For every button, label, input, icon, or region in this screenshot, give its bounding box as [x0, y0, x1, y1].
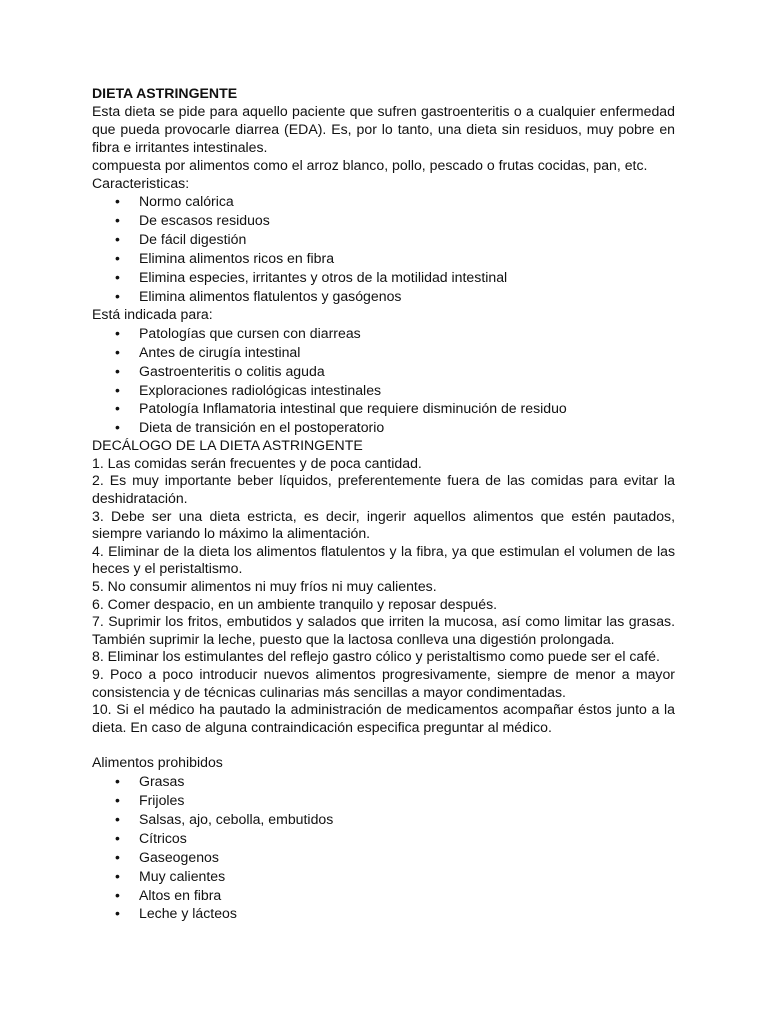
- list-item: • Antes de cirugía intestinal: [115, 343, 301, 360]
- decalogue-item: 9. Poco a poco introducir nuevos alimentos progresivamente, siempre de menor a mayor consistencia y de técnicas culinarias más sencillas a mayor condimentadas.: [92, 665, 675, 700]
- bullet-icon: •: [115, 829, 120, 846]
- decalogue-item: 7. Suprimir los fritos, embutidos y salados que irriten la mucosa, así como limitar las grasas. También suprimir la leche, puesto que la lactosa conlleva una digestión prolongada.: [92, 613, 675, 647]
- bullet-icon: •: [115, 343, 120, 360]
- bullet-icon: •: [115, 867, 120, 884]
- list-item: • Dieta de transición en el postoperatorio: [115, 419, 385, 436]
- list-item: • Grasas: [115, 773, 185, 790]
- bullet-icon: •: [115, 792, 120, 809]
- bullet-icon: •: [115, 848, 120, 865]
- list-item: • Elimina alimentos flatulentos y gasógenos: [115, 287, 402, 304]
- bullet-icon: •: [115, 193, 120, 210]
- list-item: • De escasos residuos: [115, 212, 270, 229]
- list-item: • Elimina alimentos ricos en fibra: [115, 250, 335, 267]
- list-item: • Gaseogenos: [115, 848, 219, 865]
- bullet-icon: •: [115, 810, 120, 827]
- decalogue-item: 6. Comer despacio, en un ambiente tranquilo y reposar después.: [92, 595, 498, 612]
- list-item: • Leche y lácteos: [115, 905, 237, 922]
- indications-list: [92, 324, 675, 437]
- list-item: • Patologías que cursen con diarreas: [115, 324, 361, 341]
- blank-line: [92, 736, 675, 754]
- list-item: • Frijoles: [115, 792, 185, 809]
- list-item: • Elimina especies, irritantes y otros de la motilidad intestinal: [115, 269, 508, 286]
- document-title: DIETA ASTRINGENTE: [92, 85, 238, 101]
- list-item: • Altos en fibra: [115, 886, 222, 903]
- bullet-icon: •: [115, 212, 120, 229]
- bullet-icon: •: [115, 400, 120, 417]
- bullet-icon: •: [115, 287, 120, 304]
- bullet-icon: •: [115, 324, 120, 341]
- list-item: • Patología Inflamatoria intestinal que requiere disminución de residuo: [115, 400, 567, 417]
- bullet-icon: •: [115, 905, 120, 922]
- list-item: • Normo calórica: [115, 193, 234, 210]
- decalogue-section: [92, 437, 675, 736]
- list-item: • Cítricos: [115, 829, 187, 846]
- list-item: • Exploraciones radiológicas intestinales: [115, 381, 382, 398]
- decalogue-item: 5. No consumir alimentos ni muy fríos ni muy calientes.: [92, 577, 437, 594]
- characteristics-heading: Caracteristicas:: [92, 174, 190, 191]
- prohibited-list: [92, 772, 675, 923]
- decalogue-item: 2. Es muy importante beber líquidos, preferentemente fuera de las comidas para evitar la deshidratación.: [92, 472, 675, 506]
- bullet-icon: •: [115, 886, 120, 903]
- decalogue-item: 8. Eliminar los estimulantes del reflejo gastro cólico y peristaltismo como puede ser el café.: [92, 648, 660, 665]
- bullet-icon: •: [115, 773, 120, 790]
- document-page: [92, 85, 675, 923]
- bullet-icon: •: [115, 250, 120, 267]
- bullet-icon: •: [115, 381, 120, 398]
- bullet-icon: •: [115, 269, 120, 286]
- prohibited-heading: Alimentos prohibidos: [92, 754, 223, 771]
- decalogue-item: 3. Debe ser una dieta estricta, es decir, ingerir aquellos alimentos que estén pautados, siempre variando lo máximo la alimentación.: [92, 507, 675, 542]
- list-item: • Muy calientes: [115, 867, 226, 884]
- list-item: • Salsas, ajo, cebolla, embutidos: [115, 810, 334, 827]
- composition-paragraph: compuesta por alimentos como el arroz blanco, pollo, pescado o frutas cocidas, pan, etc.: [92, 156, 648, 173]
- intro-paragraph: Esta dieta se pide para aquello paciente que sufren gastroenteritis o a cualquier enfermedad que pueda provocarle diarrea (EDA). Es, por lo tanto, una dieta sin residuos, muy pobre en fibra e irritantes intestinales.: [92, 102, 675, 155]
- bullet-icon: •: [115, 362, 120, 379]
- decalogue-item: 10. Si el médico ha pautado la administración de medicamentos acompañar éstos junto a la dieta. En caso de alguna contraindicación especifica preguntar al médico.: [92, 701, 675, 735]
- decalogue-item: 4. Eliminar de la dieta los alimentos flatulentos y la fibra, ya que estimulan el volumen de las heces y el peristaltismo.: [92, 542, 675, 577]
- list-item: • De fácil digestión: [115, 231, 247, 248]
- indications-heading: Está indicada para:: [92, 305, 213, 322]
- bullet-icon: •: [115, 231, 120, 248]
- list-item: • Gastroenteritis o colitis aguda: [115, 362, 325, 379]
- decalogue-item: 1. Las comidas serán frecuentes y de poca cantidad.: [92, 454, 422, 471]
- decalogue-heading: DECÁLOGO DE LA DIETA ASTRINGENTE: [92, 437, 363, 454]
- bullet-icon: •: [115, 419, 120, 436]
- characteristics-list: [92, 192, 675, 305]
